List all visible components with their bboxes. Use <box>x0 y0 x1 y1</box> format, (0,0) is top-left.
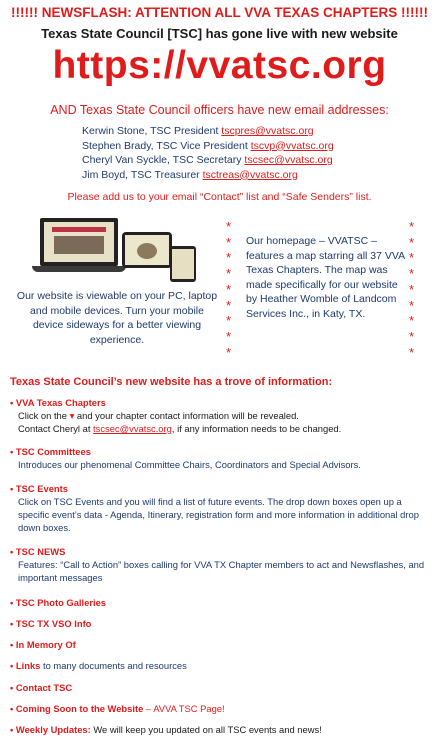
bullet: • <box>10 682 16 693</box>
item-rest: to many documents and resources <box>40 660 187 671</box>
bullet: • <box>10 618 16 629</box>
bullet: • <box>10 483 16 494</box>
dropdown-arrow-icon[interactable]: ▾ <box>69 410 75 421</box>
item-desc <box>10 422 435 435</box>
item-title[interactable]: TSC NEWS <box>15 546 66 557</box>
bullet: • <box>10 660 16 671</box>
item-title[interactable]: VVA Texas Chapters <box>15 397 106 408</box>
homepage-text: Our homepage – VVATSC – features a map starring all 37 VVA Texas Chapters. The map was made specifically for our website by Heather Womble of Landcom Services Inc., in Katy, TX. <box>246 235 405 320</box>
list-item-contact-tsc <box>10 681 435 694</box>
item-desc: Click on TSC Events and you will find a list of future events. The drop down boxes open up a specific event’s data - Agenda, Itinerary, registration form and more information in additional drop down boxes. <box>18 496 419 533</box>
item-title[interactable]: In Memory Of <box>15 639 76 650</box>
officer-title: Stephen Brady, TSC Vice President <box>82 139 251 152</box>
bullet: • <box>10 397 16 408</box>
item-title[interactable]: TSC Photo Galleries <box>15 597 107 608</box>
bullet: • <box>10 703 16 714</box>
item-title[interactable]: TSC TX VSO Info <box>15 618 92 629</box>
list-item-weekly-updates <box>10 723 435 736</box>
desc-text: , if any information needs to be changed. <box>171 423 342 434</box>
list-item-vva-texas-chapters <box>10 396 435 435</box>
item-title[interactable]: TSC Committees <box>15 446 91 457</box>
officer-email[interactable]: tscpres@vvatsc.org <box>221 125 314 137</box>
item-desc <box>10 409 435 422</box>
item-rest: We will keep you updated on all TSC events and news! <box>90 724 322 735</box>
desc-text: Click on the <box>18 410 70 421</box>
email-link[interactable]: tscsec@vvatsc.org <box>93 423 172 434</box>
viewable-text: Our website is viewable on your PC, laptop and mobile devices. Turn your mobile device sideways for a better viewing experience. <box>16 290 218 346</box>
officer-row <box>82 153 334 168</box>
tablet-icon <box>122 232 172 268</box>
bullet: • <box>10 724 16 735</box>
officer-title: Jim Boyd, TSC Treasurer <box>82 168 203 181</box>
website-url[interactable]: https://vvatsc.org <box>52 44 387 87</box>
officer-email[interactable]: tscvp@vvatsc.org <box>250 139 334 152</box>
star-column-right: * * * * * * * * * <box>409 219 415 360</box>
item-title[interactable]: Coming Soon to the Website <box>15 703 144 714</box>
item-rest: – AVVA TSC Page! <box>143 703 225 714</box>
list-item-links <box>10 659 435 672</box>
list-item-tsc-news <box>10 545 435 584</box>
list-item-tsc-events <box>10 482 435 534</box>
bullet: • <box>10 546 16 557</box>
site-live-heading: Texas State Council [TSC] has gone live with new website <box>41 26 398 41</box>
list-item-tsc-committees <box>10 445 435 471</box>
officer-row <box>82 168 334 183</box>
devices-image <box>22 218 182 286</box>
desc-text: Contact Cheryl at <box>18 423 94 434</box>
officer-row <box>82 124 334 139</box>
officer-list <box>82 124 334 182</box>
officer-email[interactable]: tscsec@vvatsc.org <box>244 154 333 166</box>
desc-text: and your chapter contact information will be revealed. <box>74 410 299 421</box>
laptop-icon <box>40 218 118 266</box>
bullet: • <box>10 446 16 457</box>
item-title[interactable]: Links <box>15 660 41 671</box>
item-desc: Features: “Call to Action” boxes calling for VVA TX Chapter members to act and Newsflashes, and important messages <box>18 559 425 583</box>
trove-heading: Texas State Council’s new website has a trove of information: <box>10 376 333 388</box>
list-item-photo-galleries <box>10 596 435 609</box>
item-title[interactable]: Contact TSC <box>15 682 73 693</box>
list-item-vso-info <box>10 617 435 630</box>
laptop-base <box>32 266 126 272</box>
bullet: • <box>10 639 16 650</box>
safe-senders-note: Please add us to your email “Contact” list and “Safe Senders” list. <box>67 191 372 203</box>
item-desc: Introduces our phenomenal Committee Chairs, Coordinators and Special Advisors. <box>18 459 361 470</box>
list-item-in-memory <box>10 638 435 651</box>
item-title[interactable]: TSC Events <box>15 483 68 494</box>
phone-icon <box>170 246 196 282</box>
star-column-left: * * * * * * * * * <box>226 219 232 360</box>
officer-title: Kerwin Stone, TSC President <box>82 125 222 137</box>
officer-title: Cheryl Van Syckle, TSC Secretary <box>82 154 245 166</box>
list-item-coming-soon <box>10 702 435 715</box>
officer-email[interactable]: tsctreas@vvatsc.org <box>202 168 298 181</box>
item-title[interactable]: Weekly Updates: <box>15 724 91 735</box>
newsflash-heading: !!!!!! NEWSFLASH: ATTENTION ALL VVA TEXAS CHAPTERS !!!!!! <box>11 5 428 20</box>
officers-intro: AND Texas State Council officers have new email addresses: <box>50 103 389 117</box>
officer-row <box>82 139 334 154</box>
bullet: • <box>10 597 16 608</box>
